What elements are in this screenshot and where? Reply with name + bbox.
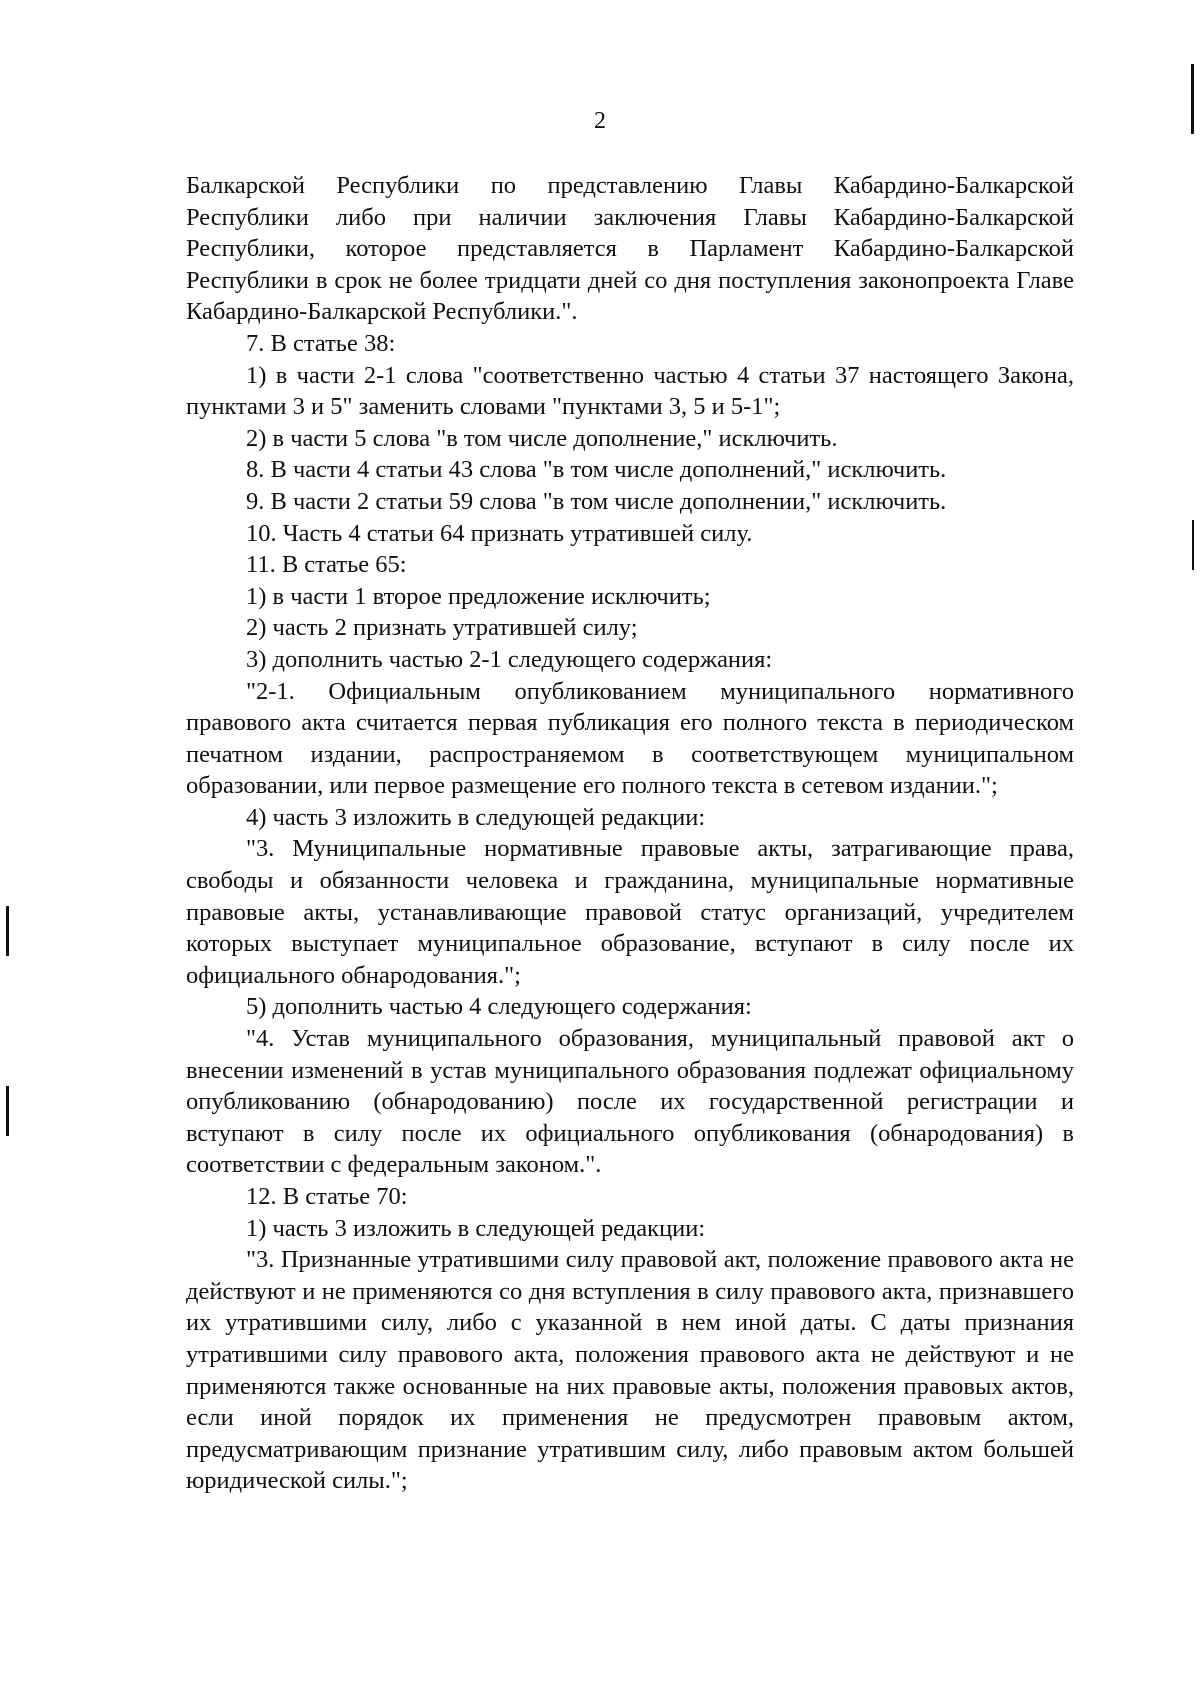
paragraph: "4. Устав муниципального образования, муниципальный правовой акт о внесении изменений в устав муниципального образования подлежат официальному опубликованию (обнародованию) после их государственной регистрации и вступают в силу после их официального опубликования (обнародования) в соответствии с федеральным законом.".	[186, 1025, 1074, 1179]
paragraph: 11. В статье 65:	[246, 551, 407, 579]
paragraph: 10. Часть 4 статьи 64 признать утратившей силу.	[246, 519, 753, 547]
paragraph: 2) в части 5 слова "в том числе дополнение," исключить.	[246, 424, 838, 452]
paragraph: 5) дополнить частью 4 следующего содержания:	[246, 993, 752, 1021]
scan-artifact-line	[6, 1086, 9, 1136]
paragraph: "2-1. Официальным опубликованием муниципального нормативного правового акта считается первая публикация его полного текста в периодическом печатном издании, распространяемом в соответствующем муниципальном образовании, или первое размещение его полного текста в сетевом издании.";	[186, 677, 1074, 800]
paragraph: Балкарской Республики по представлению Главы Кабардино-Балкарской Республики либо при наличии заключения Главы Кабардино-Балкарской Республики, которое представляется в Парламент Кабардино-Балкарской Республики в срок не более тридцати дней со дня поступления законопроекта Главе Кабардино-Балкарской Республики.".	[186, 172, 1074, 326]
paragraph: 4) часть 3 изложить в следующей редакции:	[246, 803, 706, 831]
paragraph: 3) дополнить частью 2-1 следующего содержания:	[246, 645, 773, 673]
paragraph: 1) часть 3 изложить в следующей редакции:	[246, 1214, 706, 1242]
scan-artifact-line	[6, 906, 9, 956]
paragraph: 1) в части 1 второе предложение исключить;	[246, 582, 711, 610]
paragraph: 7. В статье 38:	[246, 329, 396, 357]
scan-artifact-line	[1192, 520, 1194, 570]
paragraph: "3. Муниципальные нормативные правовые акты, затрагивающие права, свободы и обязанности человека и гражданина, муниципальные нормативные правовые акты, устанавливающие правовой статус организаций, учредителем которых выступает муниципальное образование, вступают в силу после их официального обнародования.";	[186, 835, 1074, 989]
paragraph: 2) часть 2 признать утратившей силу;	[246, 614, 638, 642]
document-body	[186, 170, 1074, 1497]
paragraph: "3. Признанные утратившими силу правовой акт, положение правового акта не действуют и не применяются со дня вступления в силу правового акта, признавшего их утратившими силу, либо с указанной в нем иной даты. С даты признания утратившими силу правового акта, положения правового акта не действуют и не применяются также основанные на них правовые акты, положения правовых актов, если иной порядок их применения не предусмотрен правовым актом, предусматривающим признание утратившим силу, либо правовым актом большей юридической силы.";	[186, 1246, 1074, 1495]
paragraph: 9. В части 2 статьи 59 слова "в том числе дополнении," исключить.	[246, 487, 947, 515]
paragraph: 1) в части 2-1 слова "соответственно частью 4 статьи 37 настоящего Закона, пунктами 3 и 5" заменить словами "пунктами 3, 5 и 5-1";	[186, 361, 1074, 421]
page-number: 2	[594, 108, 606, 134]
paragraph: 8. В части 4 статьи 43 слова "в том числе дополнений," исключить.	[246, 456, 947, 484]
paragraph: 12. В статье 70:	[246, 1183, 408, 1210]
